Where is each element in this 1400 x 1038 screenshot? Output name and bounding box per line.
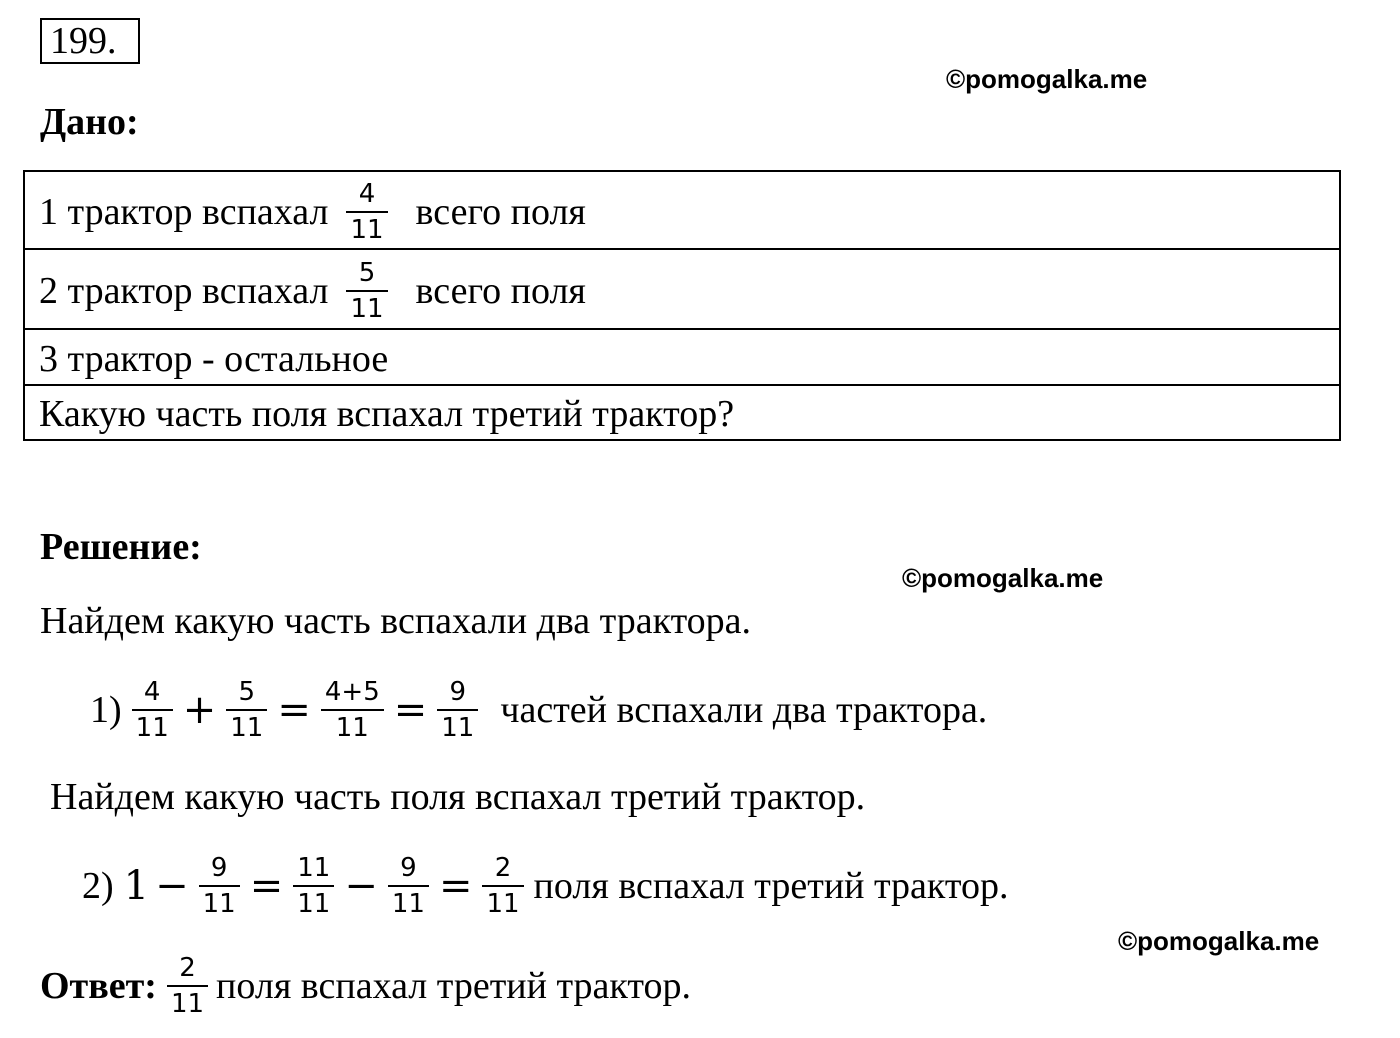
given-row-4: [25, 386, 1339, 441]
fraction-numerator: 4+5: [324, 677, 380, 707]
given-row-3-text: 3 трактор - остальное: [39, 338, 389, 380]
fraction-numerator: 5: [358, 258, 376, 288]
plus-sign: +: [182, 687, 217, 733]
fraction-denominator: 11: [135, 713, 169, 743]
given-row-2-fraction: [346, 260, 387, 322]
fraction-numerator: 4: [358, 179, 376, 209]
given-row-3: [25, 330, 1339, 386]
minus-sign: −: [155, 863, 189, 909]
watermark-middle: ©pomogalka.me: [902, 563, 1104, 593]
solution-step-1: [90, 670, 987, 750]
step-2-text: поля вспахал третий трактор.: [533, 865, 1009, 907]
step-1-fraction-1: [132, 679, 173, 741]
fraction-denominator: 11: [230, 713, 264, 743]
solution-intro-2: Найдем какую часть поля вспахал третий трактор.: [50, 776, 866, 818]
answer-label: Ответ:: [40, 965, 157, 1007]
fraction-denominator: 11: [486, 889, 520, 919]
fraction-denominator: 11: [391, 889, 425, 919]
watermark-bottom: ©pomogalka.me: [1118, 926, 1320, 956]
solution-intro-1: Найдем какую часть вспахали два трактора.: [40, 600, 752, 642]
fraction-numerator: 9: [210, 853, 228, 883]
equals-sign: =: [438, 863, 473, 909]
step-2-label: 2): [82, 865, 114, 907]
step-2-fraction-2: [293, 855, 334, 917]
solution-step-2: [82, 846, 1009, 926]
watermark-top: ©pomogalka.me: [946, 64, 1148, 94]
step-2-fraction-4: [482, 855, 523, 917]
minus-sign: −: [344, 863, 378, 909]
step-2-fraction-3: [388, 855, 429, 917]
equals-sign: =: [249, 863, 284, 909]
fraction-denominator: 11: [441, 713, 475, 743]
step-1-fraction-2: [226, 679, 267, 741]
fraction-denominator: 11: [350, 294, 384, 324]
answer-fraction: [167, 955, 208, 1017]
fraction-denominator: 11: [350, 215, 384, 245]
given-table: [23, 170, 1341, 441]
step-1-fraction-3: [321, 679, 384, 741]
given-title: Дано:: [40, 101, 139, 143]
step-1-label: 1): [90, 689, 122, 731]
fraction-denominator: 11: [202, 889, 236, 919]
given-row-1: [25, 172, 1339, 250]
fraction-numerator: 4: [143, 677, 161, 707]
fraction-numerator: 11: [297, 853, 331, 883]
fraction-denominator: 11: [297, 889, 331, 919]
given-row-1-prefix: 1 трактор вспахал: [39, 191, 329, 233]
fraction-numerator: 5: [238, 677, 256, 707]
answer: [40, 946, 691, 1026]
given-row-1-fraction: [346, 181, 387, 243]
step-2-fraction-1: [199, 855, 240, 917]
solution-title: Решение:: [40, 526, 202, 568]
given-row-2-prefix: 2 трактор вспахал: [39, 270, 329, 312]
fraction-numerator: 9: [449, 677, 467, 707]
fraction-numerator: 2: [494, 853, 512, 883]
fraction-denominator: 11: [170, 989, 205, 1019]
given-row-2-suffix: всего поля: [415, 270, 586, 312]
step-1-fraction-4: [437, 679, 478, 741]
fraction-numerator: 9: [400, 853, 417, 883]
step-2-one: 1: [123, 863, 150, 909]
fraction-numerator: 2: [179, 953, 196, 983]
given-row-1-suffix: всего поля: [415, 191, 586, 233]
problem-number: 199.: [40, 18, 140, 64]
given-row-4-text: Какую часть поля вспахал третий трактор?: [39, 393, 735, 435]
equals-sign: =: [277, 687, 311, 733]
fraction-denominator: 11: [335, 713, 369, 743]
step-1-text: частей вспахали два трактора.: [500, 689, 988, 731]
answer-text: поля вспахал третий трактор.: [216, 965, 691, 1007]
given-row-2: [25, 250, 1339, 330]
equals-sign: =: [393, 687, 428, 733]
